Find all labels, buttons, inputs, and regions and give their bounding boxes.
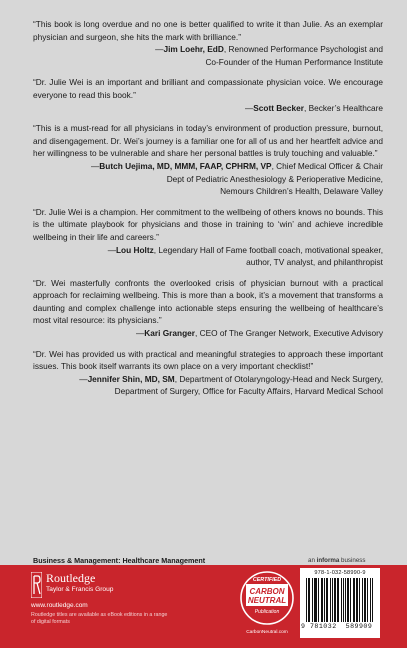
endorser-name: Jennifer Shin, MD, SM — [87, 373, 175, 384]
isbn-barcode — [300, 568, 380, 638]
endorsement-attribution: —Jennifer Shin, MD, SM, Department of Otolaryngology-Head and Neck Surgery, Department of Surgery, Office for Faculty Affairs, Harvard Medical School — [79, 373, 383, 397]
barcode-bar — [327, 578, 328, 622]
endorsement-quote: “This is a must-read for all physicians in today’s environment of production pressure, burnout, and disengagement. Dr. Wei’s journey is a familiar one for all of us and her heartfelt advice and her willingness to be vulnerable and share her personal battles is truly touching and valuable.” — [33, 123, 383, 159]
endorser-name: Lou Holtz — [115, 244, 154, 255]
endorsement-quote: “Dr. Wei masterfully confronts the overlooked crisis of physician burnout with a practical approach for reclaiming wellbeing. This is more than a book, it’s a movement that transforms a daunting and complex challenge into actionable steps ensuring the wellbeing of healthcare’s most vital resource: its physicians.” — [33, 277, 383, 326]
barcode-bar — [348, 578, 349, 622]
barcode-bar — [334, 578, 335, 622]
barcode-bar — [367, 578, 368, 622]
endorsement-quote: “Dr. Julie Wei is a champion. Her commitment to the wellbeing of others knows no bounds. This is the ultimate playbook for physicians and those in training to ‘win’ and achieve incredible wellbeing in their life and careers.” — [33, 206, 383, 242]
endorsement-attribution: —Kari Granger, CEO of The Granger Network, Executive Advisory — [135, 328, 383, 339]
barcode-bar — [362, 578, 363, 622]
barcode-bar — [365, 578, 366, 622]
barcode-bar — [312, 578, 313, 622]
carbon-neutral-logo-icon — [238, 568, 296, 628]
barcode-bar — [372, 578, 373, 622]
barcode-bar — [309, 578, 310, 622]
barcode-bar — [326, 578, 327, 622]
endorsement-2 — [33, 76, 383, 114]
barcode-bar — [341, 578, 342, 622]
ebook-note: Routledge titles are available as eBook editions in a range of digital formats — [31, 612, 168, 625]
barcode-bar — [338, 578, 339, 622]
endorsement-1 — [33, 18, 383, 68]
endorser-name: Kari Granger — [144, 328, 196, 339]
endorsement-quote: “Dr. Wei has provided us with practical and meaningful strategies to approach these important issues. This book itself warrants its own place on a very important checklist!” — [33, 348, 383, 372]
barcode-bar — [315, 578, 316, 622]
informa-tagline: an informa business — [308, 557, 366, 564]
endorsement-attribution: —Butch Uejima, MD, MMM, FAAP, CPHRM, VP, Chief Medical Officer & Chair Dept of Pediatric Anesthesiology & Perioperative Medicine, Nemours Children’s Health, Delaware Valley — [91, 160, 383, 197]
barcode-bar — [322, 578, 323, 622]
subject-category: Business & Management: Healthcare Management — [33, 556, 206, 565]
endorsement-attribution: —Jim Loehr, EdD, Renowned Performance Psychologist and Co-Founder of the Human Performance Institute — [155, 44, 383, 67]
ean-digits: 9 781032 589909 — [301, 623, 373, 630]
routledge-logo-icon — [31, 572, 42, 598]
barcode-bar — [318, 578, 319, 622]
barcode-bar — [332, 578, 333, 622]
barcode-bar — [335, 578, 336, 622]
barcode-bar — [356, 578, 357, 622]
carbon-sub: Publication — [254, 609, 280, 615]
barcode-bar — [350, 578, 351, 622]
barcode-bar — [306, 578, 307, 622]
carbon-certified: CERTIFIED — [252, 577, 282, 583]
publisher-url[interactable]: www.routledge.com — [31, 602, 88, 609]
endorsement-3 — [33, 122, 383, 198]
isbn-number: 978-1-032-58990-9 — [314, 570, 366, 576]
endorsement-6 — [33, 348, 383, 398]
endorser-name: Jim Loehr, EdD — [163, 44, 224, 55]
endorsement-quote: “Dr. Julie Wei is an important and brilliant and compassionate physician voice. We encourage everyone to read this book.” — [33, 77, 383, 100]
barcode-bar — [314, 578, 315, 622]
barcode-bar — [354, 578, 355, 622]
barcode-bar — [345, 578, 346, 622]
carbon-neutral-url: CarbonNeutral.com — [246, 630, 288, 635]
carbon-line2: NEUTRAL — [247, 596, 287, 605]
barcode-graphic — [306, 578, 374, 622]
endorsement-5 — [33, 277, 383, 340]
barcode-bar — [321, 578, 322, 622]
barcode-bar — [330, 578, 331, 622]
endorsements — [33, 18, 383, 406]
barcode-bar — [370, 578, 371, 622]
barcode-bar — [324, 578, 325, 622]
barcode-bar — [337, 578, 338, 622]
barcode-bar — [357, 578, 358, 622]
barcode-bar — [316, 578, 317, 622]
endorsement-attribution: —Lou Holtz, Legendary Hall of Fame football coach, motivational speaker, author, TV analyst, and philanthropist — [107, 244, 383, 268]
endorsement-attribution: —Scott Becker, Becker’s Healthcare — [244, 102, 383, 113]
endorsement-quote: “This book is long overdue and no one is better qualified to write it than Julie. As an exemplar physician and surgeon, she hits the mark with brilliance.” — [33, 19, 383, 42]
barcode-bar — [347, 578, 348, 622]
barcode-bar — [343, 578, 344, 622]
barcode-bar — [308, 578, 309, 622]
endorsement-4 — [33, 206, 383, 269]
publisher-group: Taylor & Francis Group — [46, 586, 114, 593]
barcode-bar — [364, 578, 365, 622]
publisher-name: Routledge — [46, 571, 96, 585]
barcode-bar — [359, 578, 360, 622]
barcode-bar — [353, 578, 354, 622]
endorser-name: Butch Uejima, MD, MMM, FAAP, CPHRM, VP — [99, 160, 272, 171]
endorser-name: Scott Becker — [253, 102, 304, 113]
carbon-line1: CARBON — [249, 587, 285, 596]
